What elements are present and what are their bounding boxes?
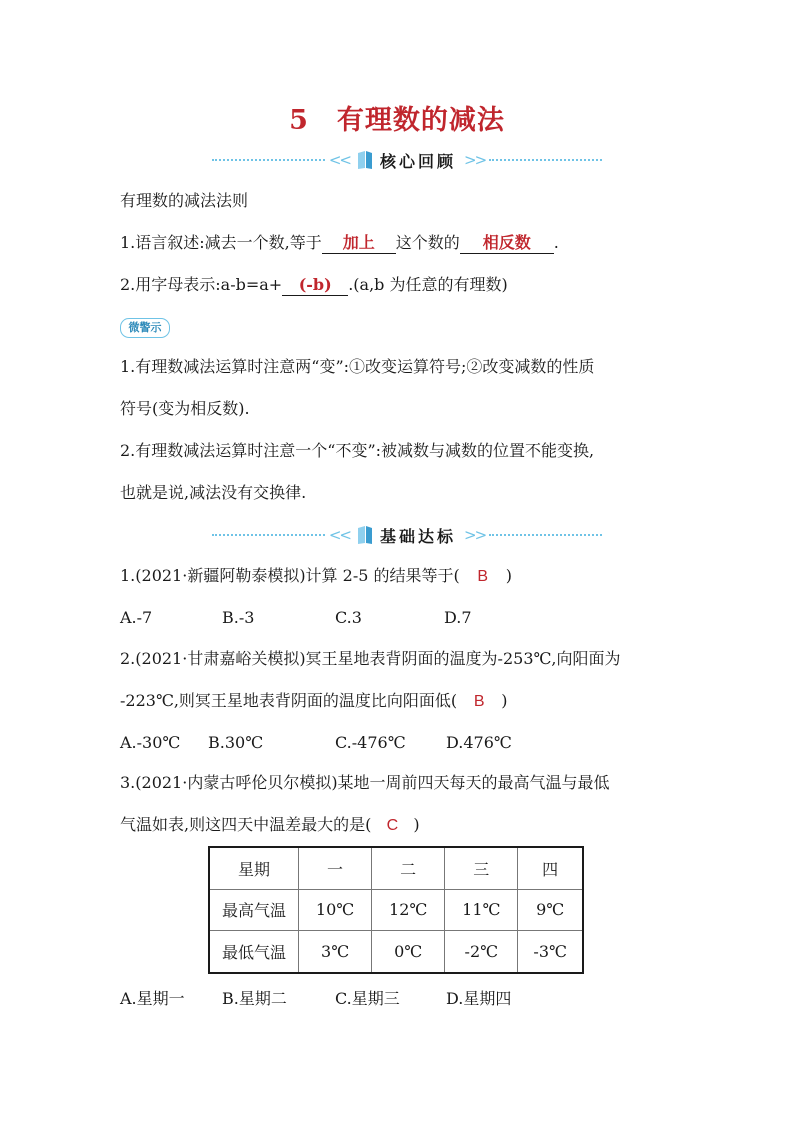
double-chevron-left-icon: << — [328, 526, 350, 544]
lesson-number: 5 — [289, 105, 309, 136]
option-b: B.30℃ — [208, 733, 264, 752]
double-chevron-right-icon: >> — [464, 526, 486, 544]
review-item-1: 1.语言叙述:减去一个数,等于 加上 这个数的 相反数 . — [120, 233, 559, 252]
table-cell: 10℃ — [299, 889, 372, 930]
table-header-cell: 四 — [518, 847, 583, 889]
tip-paragraph: 2.有理数减法运算时注意一个“不变”:被减数与减数的位置不能变换, — [120, 441, 595, 460]
section-title-review: 核心回顾 — [380, 151, 457, 171]
option-a: A.-7 — [120, 608, 153, 627]
table-cell: -2℃ — [445, 931, 518, 973]
option-c: C.3 — [335, 608, 362, 627]
table-cell: 3℃ — [299, 931, 372, 973]
question-1: 1.(2021·新疆阿勒泰模拟)计算 2-5 的结果等于( B ) — [120, 565, 512, 588]
question-3-cont: 气温如表,则这四天中温差最大的是( C ) — [120, 814, 420, 837]
option-d: D.476℃ — [446, 733, 512, 752]
option-b: B.星期二 — [222, 989, 287, 1008]
book-icon — [356, 525, 374, 545]
table-row — [209, 889, 583, 930]
option-d: D.星期四 — [446, 989, 512, 1008]
double-chevron-left-icon: << — [328, 151, 350, 169]
answer-blank: (-b) — [282, 275, 348, 296]
table-header-cell: 三 — [445, 847, 518, 889]
table-cell: 最高气温 — [209, 889, 299, 930]
table-cell: 0℃ — [372, 931, 445, 973]
question-3: 3.(2021·内蒙古呼伦贝尔模拟)某地一周前四天每天的最高气温与最低 — [120, 773, 610, 792]
rule-heading: 有理数的减法法则 — [120, 191, 249, 210]
table-header-row — [209, 847, 583, 889]
answer-mark: C — [386, 817, 399, 834]
option-a: A.-30℃ — [120, 733, 181, 752]
question-2-cont: -223℃,则冥王星地表背阴面的温度比向阳面低( B ) — [120, 690, 507, 713]
tip-badge: 微警示 — [120, 318, 170, 338]
page-title — [0, 98, 794, 137]
tip-paragraph: 符号(变为相反数). — [120, 399, 250, 418]
option-d: D.7 — [444, 608, 472, 627]
dotted-divider — [212, 159, 325, 161]
double-chevron-right-icon: >> — [464, 151, 486, 169]
book-icon — [356, 150, 374, 170]
section-title-basics: 基础达标 — [380, 526, 457, 546]
table-cell: -3℃ — [518, 931, 583, 973]
section-header-review — [212, 148, 602, 172]
table-header-cell: 一 — [299, 847, 372, 889]
review-item-2: 2.用字母表示:a-b=a+ (-b) .(a,b 为任意的有理数) — [120, 275, 508, 294]
option-a: A.星期一 — [120, 989, 185, 1008]
question-2: 2.(2021·甘肃嘉峪关模拟)冥王星地表背阴面的温度为-253℃,向阳面为 — [120, 649, 621, 668]
table-cell: 9℃ — [518, 889, 583, 930]
tip-paragraph: 也就是说,减法没有交换律. — [120, 483, 307, 502]
table-header-cell: 星期 — [209, 847, 299, 889]
table-cell: 12℃ — [372, 889, 445, 930]
option-c: C.-476℃ — [335, 733, 406, 752]
section-header-basics — [212, 523, 602, 547]
table-cell: 最低气温 — [209, 931, 299, 973]
temperature-table — [208, 846, 584, 974]
answer-blank: 加上 — [322, 233, 396, 254]
lesson-title: 有理数的减法 — [336, 105, 505, 136]
option-c: C.星期三 — [335, 989, 400, 1008]
tip-paragraph: 1.有理数减法运算时注意两“变”:①改变运算符号;②改变减数的性质 — [120, 357, 595, 376]
answer-mark: B — [477, 568, 489, 585]
dotted-divider — [212, 534, 325, 536]
dotted-divider — [489, 534, 602, 536]
option-b: B.-3 — [222, 608, 255, 627]
table-row — [209, 931, 583, 973]
answer-blank: 相反数 — [460, 233, 554, 254]
table-header-cell: 二 — [372, 847, 445, 889]
answer-mark: B — [473, 693, 485, 710]
table-cell: 11℃ — [445, 889, 518, 930]
dotted-divider — [489, 159, 602, 161]
